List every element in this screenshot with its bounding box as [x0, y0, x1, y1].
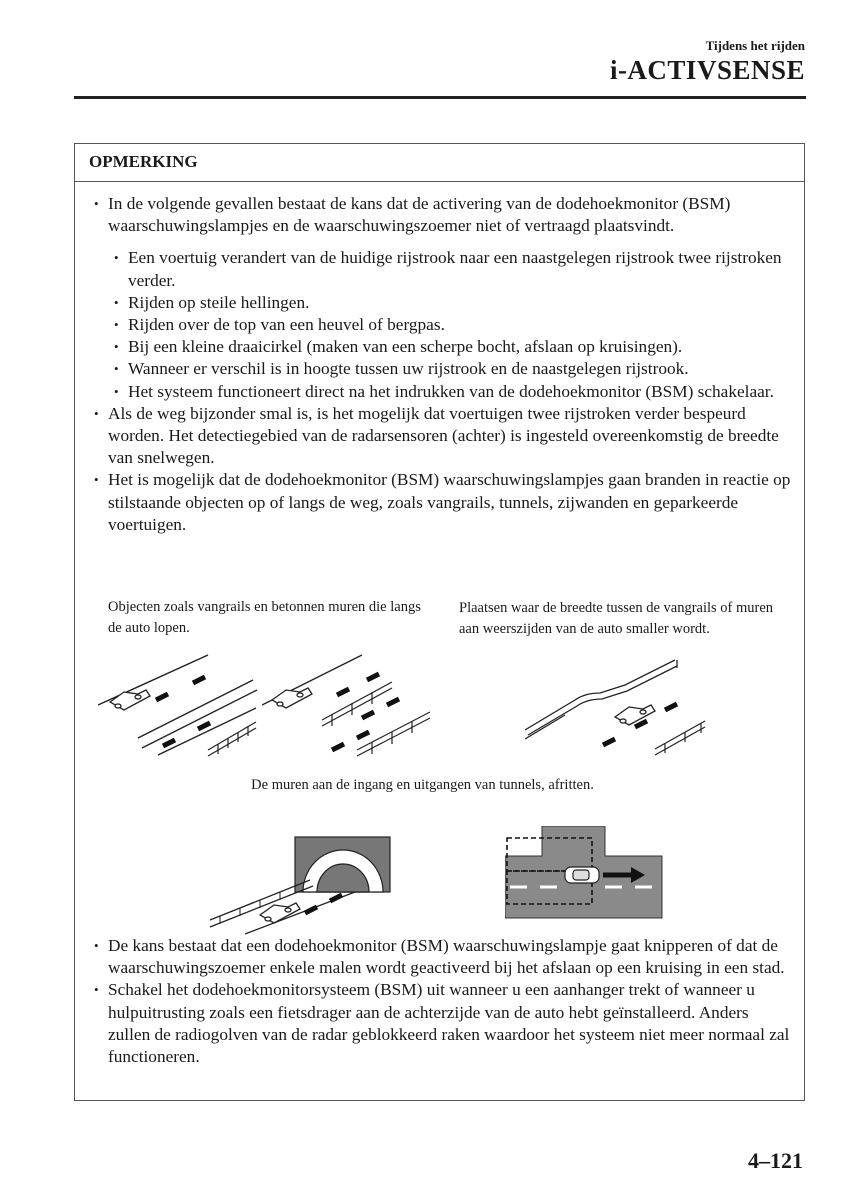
page-title: i-ACTIVSENSE	[609, 55, 805, 85]
bullet-trailer: • Schakel het dodehoekmonitorsysteem (BSM) uit wanneer u een aanhanger trekt of wanneer u hulpuitrusting zoals een fietsdrager aan de achterzijde van de auto hebt geïnstalleerd. Anders zullen de radiogolven van de radar geblokkeerd raken waardoor het systeem niet meer normaal zal functioneren.	[88, 979, 793, 1068]
note-text-top	[88, 193, 793, 536]
bullet-intersection: • De kans bestaat dat een dodehoekmonitor (BSM) waarschuwingslampje gaat knipperen of dat de waarschuwingszoemer enkele malen wordt geactiveerd bij het afslaan op een kruising in een stad.	[88, 935, 793, 979]
bullet-intro: • In de volgende gevallen bestaat de kans dat de activering van de dodehoekmonitor (BSM) waarschuwingslampjes en de waarschuwingszoemer niet of vertraagd plaatsvindt.	[88, 193, 793, 237]
bullet-stationary-objects: • Het is mogelijk dat de dodehoekmonitor (BSM) waarschuwingslampjes gaan branden in reactie op stilstaande objecten op of langs de weg, zoals vangrails, tunnels, zijwanden en geparkeerde voertuigen.	[88, 469, 793, 536]
sub-list	[108, 247, 793, 402]
sub-item: • Bij een kleine draaicirkel (maken van een scherpe bocht, afslaan op kruisingen).	[108, 336, 793, 358]
header-rule	[74, 96, 806, 99]
intersection-turn-illustration	[505, 826, 665, 921]
note-heading: OPMERKING	[75, 144, 804, 182]
note-text-bottom	[88, 935, 793, 1068]
tunnel-entrance-illustration	[205, 835, 395, 935]
caption-center: De muren aan de ingang en uitgangen van tunnels, afritten.	[251, 777, 594, 793]
road-guardrail-illustration	[262, 650, 432, 760]
sub-item: • Een voertuig verandert van de huidige rijstrook naar een naastgelegen rijstrook twee rijstroken verder.	[108, 247, 793, 291]
sub-item: • Wanneer er verschil is in hoogte tussen uw rijstrook en de naastgelegen rijstrook.	[108, 358, 793, 380]
sub-item: • Rijden over de top van een heuvel of bergpas.	[108, 314, 793, 336]
caption-left: Objecten zoals vangrails en betonnen muren die langs de auto lopen.	[108, 599, 421, 636]
page-number: 4–121	[748, 1148, 803, 1173]
road-concrete-wall-illustration	[98, 650, 258, 760]
section-label: Tijdens het rijden	[705, 38, 805, 53]
sub-item: • Rijden op steile hellingen.	[108, 292, 793, 314]
sub-item: • Het systeem functioneert direct na het indrukken van de dodehoekmonitor (BSM) schakelaar.	[108, 381, 793, 403]
narrowing-road-illustration	[525, 655, 715, 760]
bullet-narrow-road: • Als de weg bijzonder smal is, is het mogelijk dat voertuigen twee rijstroken verder bespeurd worden. Het detectiegebied van de radarsensoren (achter) is ingesteld overeenkomstig de breedte van snelwegen.	[88, 403, 793, 470]
caption-right: Plaatsen waar de breedte tussen de vangrails of muren aan weerszijden van de auto smaller wordt.	[459, 600, 774, 637]
